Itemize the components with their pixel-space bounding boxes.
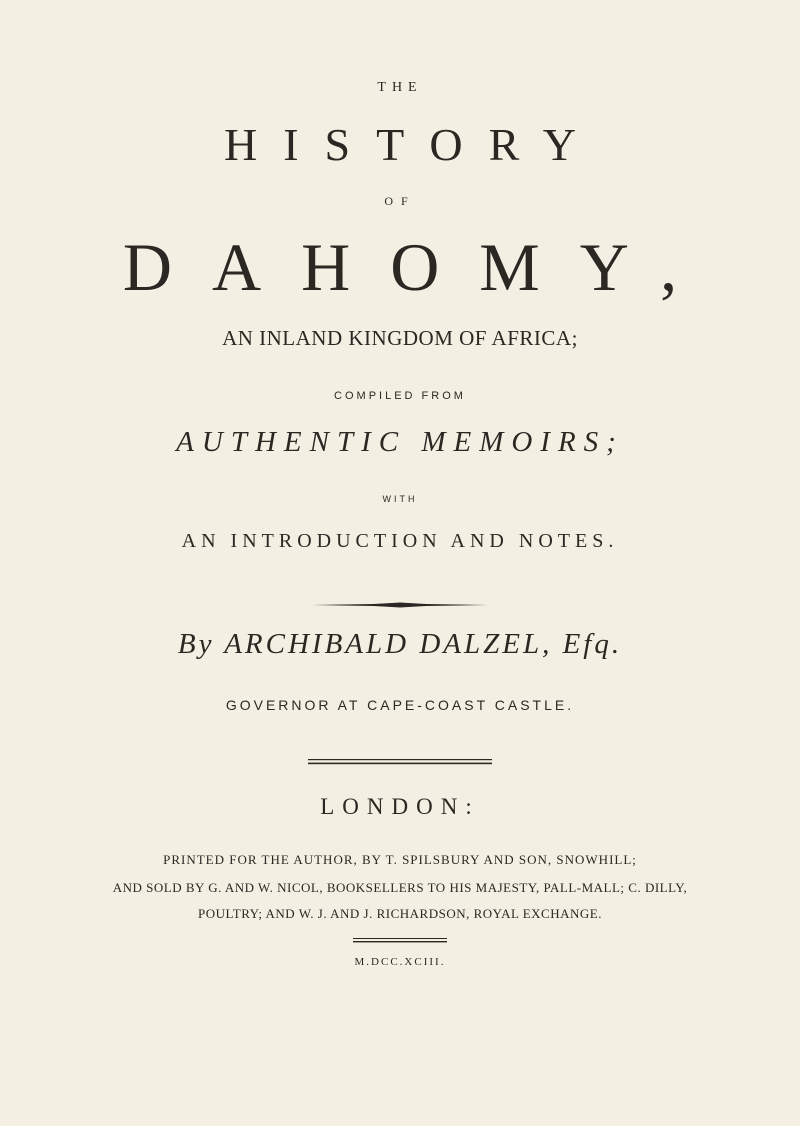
heading-of: OF xyxy=(384,194,416,208)
subtitle: AN INLAND KINGDOM OF AFRICA; xyxy=(222,326,578,350)
imprint-printed-for: PRINTED FOR THE AUTHOR, BY T. SPILSBURY AND SON, SNOWHILL; xyxy=(163,852,637,867)
authentic-memoirs: AUTHENTIC MEMOIRS; xyxy=(176,426,624,458)
imprint-sold-by-1: AND SOLD BY G. AND W. NICOL, BOOKSELLERS TO HIS MAJESTY, PALL-MALL; C. DILLY, xyxy=(112,880,688,895)
ornamental-rule xyxy=(0,602,800,608)
governor-line: GOVERNOR AT CAPE-COAST CASTLE. xyxy=(225,697,575,713)
introduction-line: AN INTRODUCTION AND NOTES. xyxy=(181,530,619,552)
with-label: WITH xyxy=(382,494,418,504)
heading-the: THE xyxy=(377,80,423,95)
author-line: By ARCHIBALD DALZEL, Efq. xyxy=(177,628,623,660)
imprint-sold-by-2: POULTRY; AND W. J. AND J. RICHARDSON, ROYAL EXCHANGE. xyxy=(198,906,602,921)
double-rule xyxy=(0,759,800,765)
heading-dahomy: DAHOMY, xyxy=(122,229,718,305)
short-double-rule xyxy=(0,938,800,943)
publication-date: M.DCC.XCIII. xyxy=(354,956,446,968)
heading-history: HISTORY xyxy=(224,119,602,170)
compiled-from: COMPILED FROM xyxy=(334,390,466,402)
london-heading: LONDON: xyxy=(320,794,480,819)
